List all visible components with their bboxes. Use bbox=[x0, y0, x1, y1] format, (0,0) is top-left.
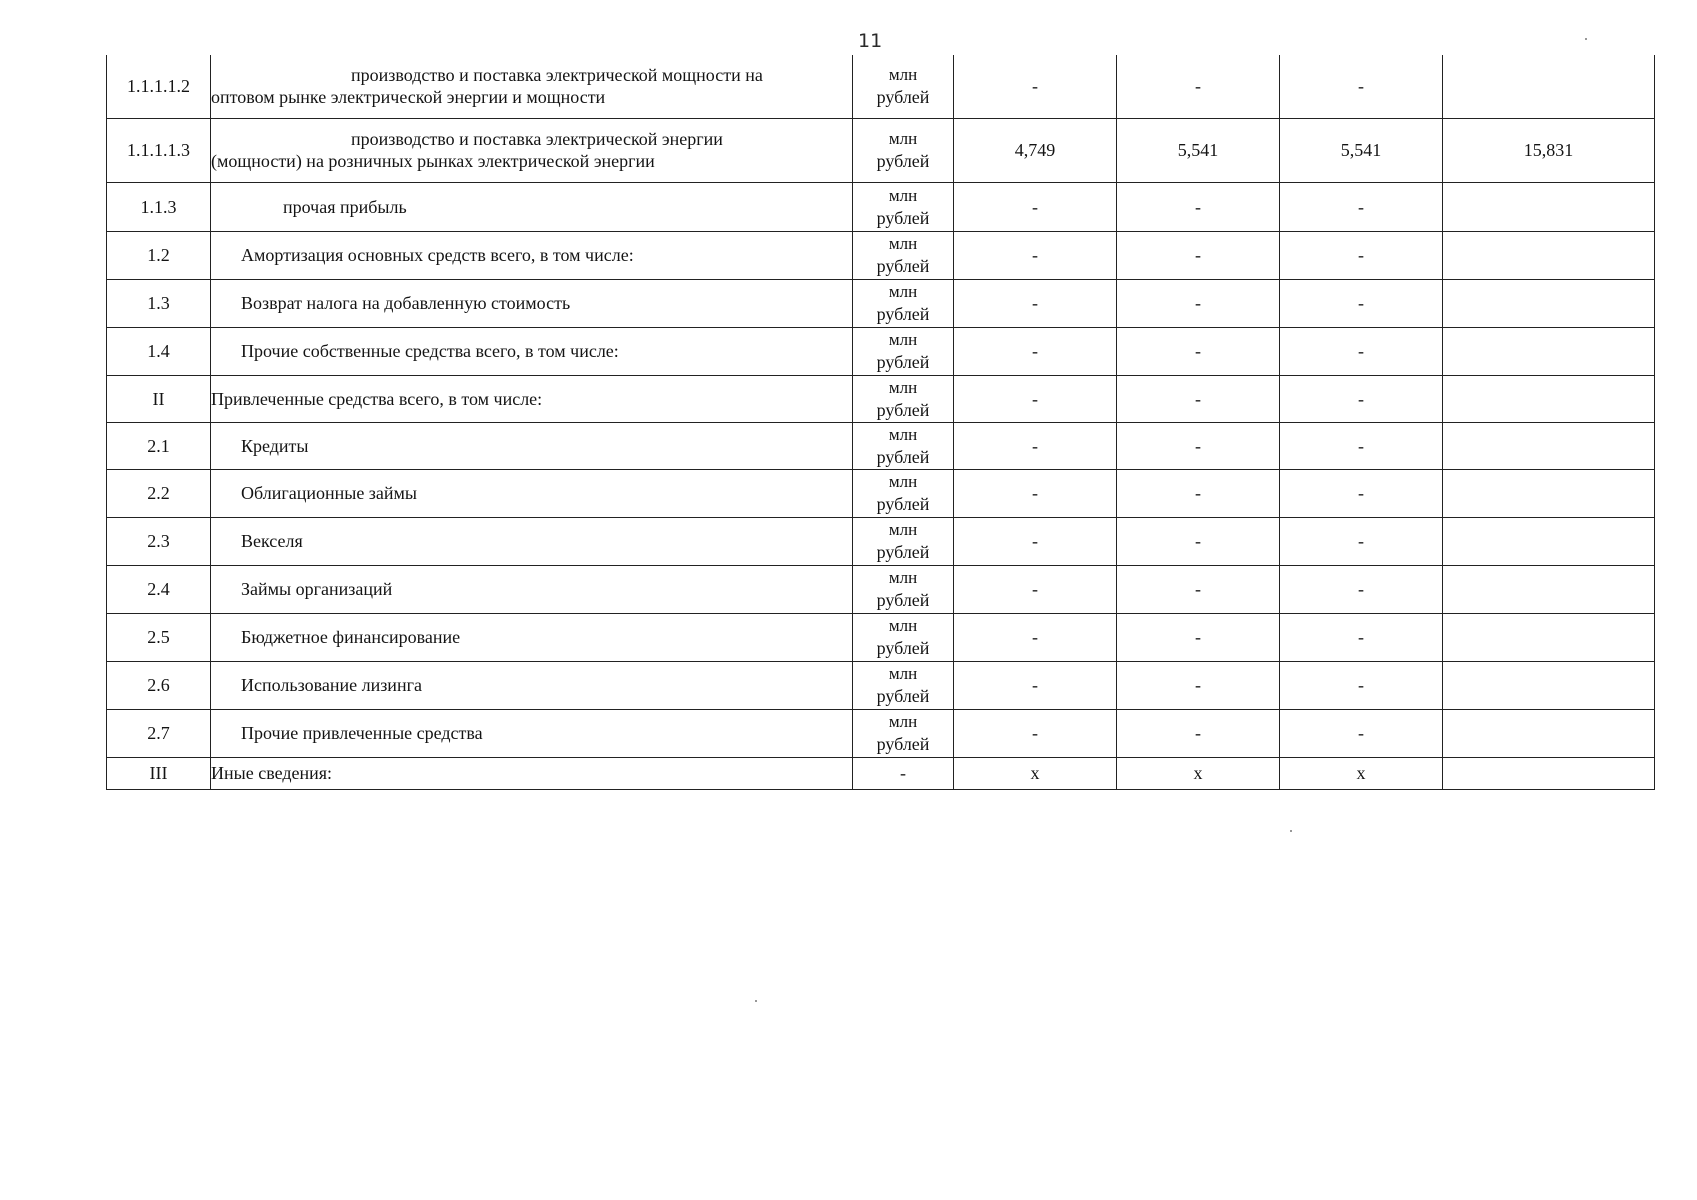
row-unit bbox=[853, 613, 954, 661]
row-number: 1.1.3 bbox=[107, 182, 211, 231]
row-unit bbox=[853, 182, 954, 231]
unit-top: млн bbox=[888, 377, 918, 397]
row-number: 1.1.1.1.2 bbox=[107, 55, 211, 118]
table-row bbox=[107, 327, 1655, 375]
value-col3: - bbox=[1280, 565, 1443, 613]
row-name: Привлеченные средства всего, в том числе: bbox=[211, 375, 853, 422]
value-total bbox=[1443, 55, 1655, 118]
row-number: 1.4 bbox=[107, 327, 211, 375]
row-number: 2.3 bbox=[107, 517, 211, 565]
value-col3: x bbox=[1280, 757, 1443, 789]
row-name-line1: производство и поставка электрической мощности на bbox=[351, 65, 763, 86]
row-name: Займы организаций bbox=[211, 565, 853, 613]
value-col2: - bbox=[1117, 565, 1280, 613]
row-number: II bbox=[107, 375, 211, 422]
row-name: Бюджетное финансирование bbox=[211, 613, 853, 661]
row-name-line1: производство и поставка электрической энергии bbox=[351, 129, 723, 149]
unit-bottom: рублей bbox=[876, 542, 930, 562]
row-name bbox=[211, 118, 853, 182]
unit-bottom: рублей bbox=[876, 352, 930, 372]
value-col2: - bbox=[1117, 375, 1280, 422]
row-unit bbox=[853, 422, 954, 469]
value-col3: - bbox=[1280, 231, 1443, 279]
value-col1: - bbox=[954, 565, 1117, 613]
value-col2: - bbox=[1117, 55, 1280, 118]
unit-bottom: рублей bbox=[876, 494, 930, 514]
row-name: Амортизация основных средств всего, в том числе: bbox=[211, 231, 853, 279]
row-name: Использование лизинга bbox=[211, 661, 853, 709]
table-row bbox=[107, 55, 1655, 118]
unit-top: млн bbox=[888, 520, 918, 539]
unit-top: млн bbox=[888, 712, 918, 731]
row-name: Облигационные займы bbox=[211, 469, 853, 517]
value-col2: - bbox=[1117, 613, 1280, 661]
value-col2: - bbox=[1117, 709, 1280, 757]
table-row bbox=[107, 118, 1655, 182]
unit-top: млн bbox=[888, 282, 918, 301]
unit-top: млн bbox=[888, 234, 918, 253]
value-col3: - bbox=[1280, 55, 1443, 118]
row-name: Прочие собственные средства всего, в том числе: bbox=[211, 327, 853, 375]
value-col1: - bbox=[954, 55, 1117, 118]
value-col2: - bbox=[1117, 279, 1280, 327]
value-col3: 5,541 bbox=[1280, 118, 1443, 182]
row-unit bbox=[853, 375, 954, 422]
unit-bottom: рублей bbox=[876, 446, 930, 467]
row-number: 2.5 bbox=[107, 613, 211, 661]
table-row bbox=[107, 231, 1655, 279]
value-total bbox=[1443, 517, 1655, 565]
value-col1: - bbox=[954, 661, 1117, 709]
unit-top: млн bbox=[888, 664, 918, 683]
value-col1: - bbox=[954, 422, 1117, 469]
row-unit bbox=[853, 118, 954, 182]
row-name: Кредиты bbox=[211, 422, 853, 469]
value-col2: 5,541 bbox=[1117, 118, 1280, 182]
value-col3: - bbox=[1280, 422, 1443, 469]
value-col1: - bbox=[954, 469, 1117, 517]
row-name bbox=[211, 55, 853, 118]
value-col1: - bbox=[954, 279, 1117, 327]
value-col1: - bbox=[954, 327, 1117, 375]
financing-table bbox=[106, 55, 1655, 790]
unit-bottom: рублей bbox=[876, 87, 930, 108]
value-col3: - bbox=[1280, 661, 1443, 709]
value-col1: - bbox=[954, 182, 1117, 231]
row-unit bbox=[853, 517, 954, 565]
row-number: 1.3 bbox=[107, 279, 211, 327]
value-total bbox=[1443, 709, 1655, 757]
row-unit bbox=[853, 327, 954, 375]
unit-bottom: рублей bbox=[876, 256, 930, 276]
unit-top: млн bbox=[888, 65, 918, 85]
value-total bbox=[1443, 375, 1655, 422]
row-unit bbox=[853, 55, 954, 118]
value-col2: x bbox=[1117, 757, 1280, 789]
page-number: 11 bbox=[858, 30, 883, 52]
table-row bbox=[107, 613, 1655, 661]
row-number: 2.7 bbox=[107, 709, 211, 757]
value-total bbox=[1443, 469, 1655, 517]
table-row bbox=[107, 709, 1655, 757]
value-total: 15,831 bbox=[1443, 118, 1655, 182]
value-col3: - bbox=[1280, 517, 1443, 565]
unit-bottom: рублей bbox=[876, 686, 930, 706]
table-row bbox=[107, 279, 1655, 327]
row-unit bbox=[853, 469, 954, 517]
unit-bottom: рублей bbox=[876, 590, 930, 610]
unit-bottom: рублей bbox=[876, 151, 930, 171]
unit-top: млн bbox=[888, 424, 918, 444]
value-total bbox=[1443, 327, 1655, 375]
scan-speck bbox=[1290, 830, 1292, 832]
row-name-line2: (мощности) на розничных рынках электрической энергии bbox=[211, 151, 655, 171]
row-unit bbox=[853, 661, 954, 709]
row-unit bbox=[853, 231, 954, 279]
unit-top: млн bbox=[888, 568, 918, 587]
row-number: 2.6 bbox=[107, 661, 211, 709]
value-col2: - bbox=[1117, 182, 1280, 231]
table-row bbox=[107, 469, 1655, 517]
table-row bbox=[107, 565, 1655, 613]
value-col3: - bbox=[1280, 279, 1443, 327]
value-col2: - bbox=[1117, 517, 1280, 565]
value-col3: - bbox=[1280, 613, 1443, 661]
row-number: 2.2 bbox=[107, 469, 211, 517]
value-col2: - bbox=[1117, 469, 1280, 517]
value-col3: - bbox=[1280, 375, 1443, 422]
value-total bbox=[1443, 231, 1655, 279]
unit-top: млн bbox=[888, 129, 918, 148]
row-name-line2: оптовом рынке электрической энергии и мощности bbox=[211, 87, 606, 108]
table-row bbox=[107, 757, 1655, 789]
value-col3: - bbox=[1280, 709, 1443, 757]
value-col2: - bbox=[1117, 661, 1280, 709]
value-total bbox=[1443, 757, 1655, 789]
value-total bbox=[1443, 661, 1655, 709]
scan-speck bbox=[1585, 38, 1587, 40]
unit-bottom: рублей bbox=[876, 734, 930, 754]
value-total bbox=[1443, 422, 1655, 469]
table-row bbox=[107, 375, 1655, 422]
unit-top: млн bbox=[888, 616, 918, 635]
row-name: Возврат налога на добавленную стоимость bbox=[211, 279, 853, 327]
value-col3: - bbox=[1280, 182, 1443, 231]
value-col2: - bbox=[1117, 327, 1280, 375]
row-number: 2.1 bbox=[107, 422, 211, 469]
unit-bottom: рублей bbox=[876, 207, 930, 228]
table-row bbox=[107, 661, 1655, 709]
scan-speck bbox=[755, 1000, 757, 1002]
row-unit: - bbox=[853, 757, 954, 789]
value-col1: - bbox=[954, 709, 1117, 757]
row-name: Иные сведения: bbox=[211, 757, 853, 789]
value-total bbox=[1443, 565, 1655, 613]
row-unit bbox=[853, 709, 954, 757]
row-number: 1.1.1.1.3 bbox=[107, 118, 211, 182]
value-col2: - bbox=[1117, 422, 1280, 469]
unit-top: млн bbox=[888, 185, 918, 205]
value-col1: 4,749 bbox=[954, 118, 1117, 182]
table-row bbox=[107, 422, 1655, 469]
row-unit bbox=[853, 565, 954, 613]
row-unit bbox=[853, 279, 954, 327]
value-total bbox=[1443, 279, 1655, 327]
value-col3: - bbox=[1280, 469, 1443, 517]
value-col1: - bbox=[954, 231, 1117, 279]
row-number: 1.2 bbox=[107, 231, 211, 279]
unit-bottom: рублей bbox=[876, 304, 930, 324]
value-col1: - bbox=[954, 375, 1117, 422]
unit-bottom: рублей bbox=[876, 399, 930, 420]
unit-bottom: рублей bbox=[876, 638, 930, 658]
unit-top: млн bbox=[888, 330, 918, 349]
row-number: III bbox=[107, 757, 211, 789]
value-col3: - bbox=[1280, 327, 1443, 375]
value-col1: - bbox=[954, 517, 1117, 565]
row-name: Прочие привлеченные средства bbox=[211, 709, 853, 757]
value-col1: - bbox=[954, 613, 1117, 661]
value-col1: x bbox=[954, 757, 1117, 789]
row-name: прочая прибыль bbox=[211, 182, 853, 231]
unit-top: млн bbox=[888, 472, 918, 491]
row-name: Векселя bbox=[211, 517, 853, 565]
table-row bbox=[107, 182, 1655, 231]
value-total bbox=[1443, 613, 1655, 661]
table-row bbox=[107, 517, 1655, 565]
value-col2: - bbox=[1117, 231, 1280, 279]
row-number: 2.4 bbox=[107, 565, 211, 613]
value-total bbox=[1443, 182, 1655, 231]
